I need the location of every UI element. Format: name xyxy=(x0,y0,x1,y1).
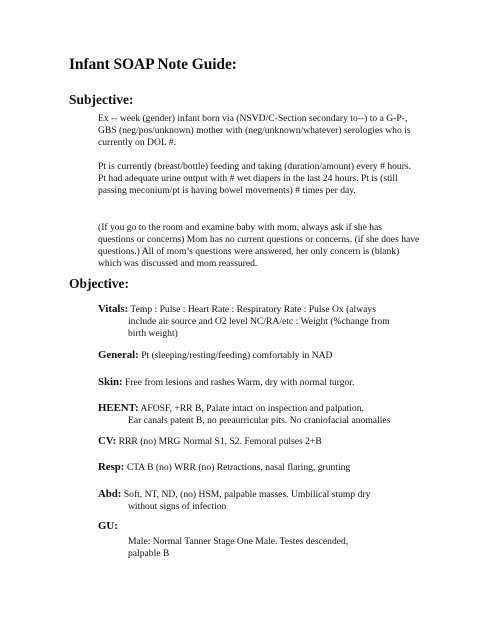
heent-text-line-2: Ear canals patent B, no preaurricular pits. No craniofacial anomalies xyxy=(128,415,391,427)
gu-section xyxy=(98,520,428,533)
resp-section xyxy=(98,461,428,474)
page-title: Infant SOAP Note Guide: xyxy=(69,56,237,73)
abd-label: Abd: xyxy=(98,488,122,500)
abd-text-line-1: Soft, NT, ND, (no) HSM, palpable masses. Umbilical stump dry xyxy=(123,489,371,500)
cv-label: CV: xyxy=(98,435,117,447)
vitals-section xyxy=(98,303,428,340)
skin-text: Free from lesions and rashes Warm, dry with normal turgor. xyxy=(125,377,355,388)
gu-text-line-1: Male: Normal Tanner Stage One Male. Testes descended, xyxy=(128,536,349,547)
abd-text-line-2: without signs of infection xyxy=(128,501,227,513)
heent-text-line-1: AFOSF, +RR B, Palate intact on inspection and palpation. xyxy=(140,403,364,414)
heent-label: HEENT: xyxy=(98,402,139,414)
abd-section xyxy=(98,488,428,513)
vitals-text-line-3: birth weight) xyxy=(128,328,178,340)
cv-text: RRR (no) MRG Normal S1, S2. Femoral pulses 2+B xyxy=(118,436,322,447)
subjective-paragraph-2: Pt is currently (breast/bottle) feeding and taking (duration/amount) every # hours. Pt had adequate urine output with # wet diapers in the last 24 hours. Pt is (still passing meconium/pt is having bowel movements) # times per day. xyxy=(98,161,412,197)
gu-text-line-2: palpable B xyxy=(128,548,170,559)
cv-section xyxy=(98,435,428,448)
subjective-heading: Subjective: xyxy=(69,92,134,107)
objective-heading: Objective: xyxy=(69,276,129,291)
gu-label: GU: xyxy=(98,520,118,532)
general-label: General: xyxy=(98,349,139,361)
vitals-label: Vitals: xyxy=(98,303,129,315)
heent-section xyxy=(98,402,428,427)
general-section xyxy=(98,349,428,362)
general-text: Pt (sleeping/resting/feeding) comfortably in NAD xyxy=(141,350,333,361)
vitals-text-line-2: include air source and O2 level NC/RA/etc : Weight (%change from xyxy=(128,316,390,328)
vitals-text-line-1: Temp : Pulse : Heart Rate : Respiratory Rate : Pulse Ox (always xyxy=(130,304,376,315)
resp-label: Resp: xyxy=(98,461,125,473)
subjective-paragraph-3: (If you go to the room and examine baby with mom, always ask if she has questions or concerns) Mom has no current questions or concerns. (if she does have questions.) All of mom’s questions were answered, her only concern is (blank) which was discussed and mom reassured. xyxy=(98,222,420,270)
subjective-paragraph-1: Ex -- week (gender) infant born via (NSVD/C-Section secondary to--) to a G-P-, GBS (neg/pos/unknown) mother with (neg/unknown/whatever) serologies who is currently on DOL #. xyxy=(98,113,411,149)
skin-label: Skin: xyxy=(98,376,123,388)
skin-section xyxy=(98,376,428,389)
resp-text: CTA B (no) WRR (no) Retractions, nasal flaring, grunting xyxy=(126,462,351,473)
